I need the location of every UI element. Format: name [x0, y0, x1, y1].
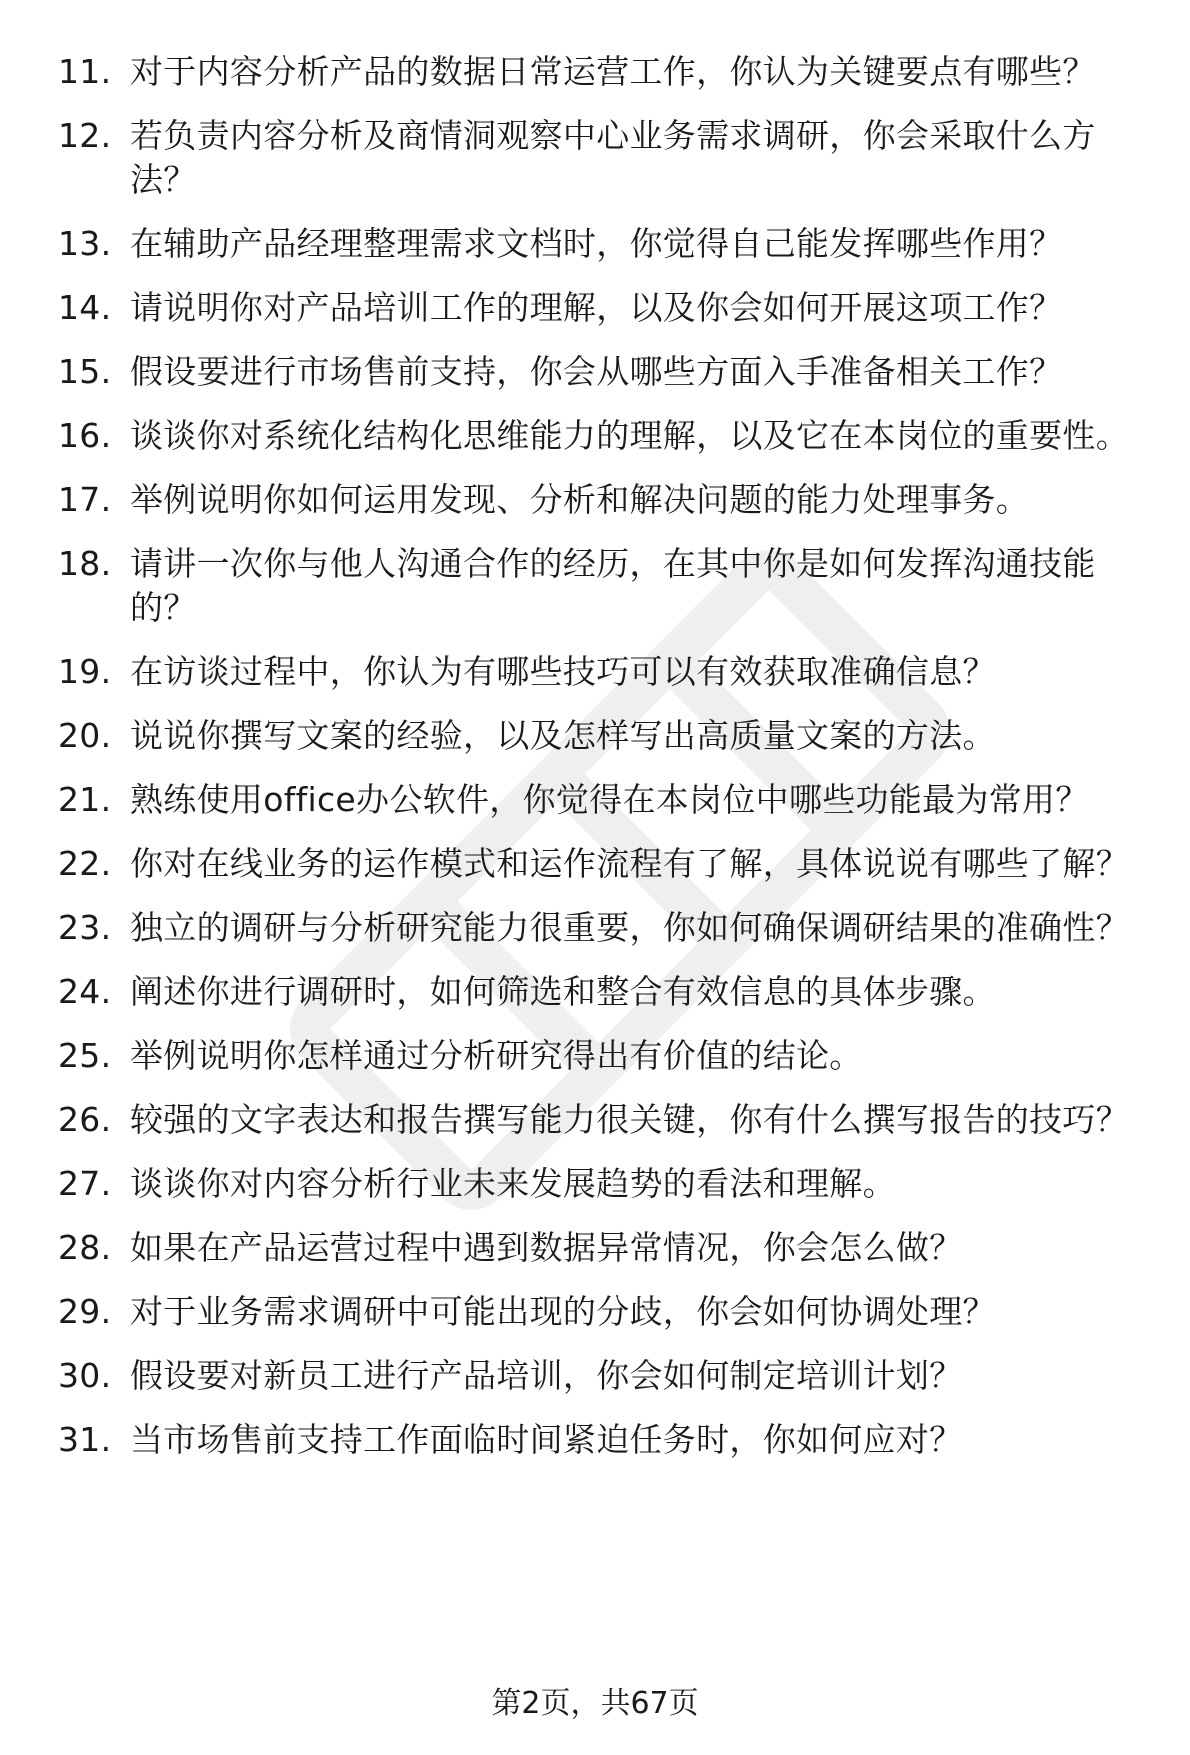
question-text: 阐述你进行调研时，如何筛选和整合有效信息的具体步骤。	[130, 972, 996, 1011]
list-item	[58, 650, 1148, 694]
question-text: 在访谈过程中，你认为有哪些技巧可以有效获取准确信息？	[130, 652, 996, 691]
question-number: 28.	[58, 1228, 112, 1267]
question-number: 22.	[58, 844, 112, 883]
question-number: 26.	[58, 1100, 112, 1139]
question-text: 如果在产品运营过程中遇到数据异常情况，你会怎么做？	[130, 1228, 963, 1267]
question-number: 27.	[58, 1164, 112, 1203]
list-item	[58, 478, 1148, 522]
question-number: 11.	[58, 52, 112, 91]
list-item	[58, 1290, 1148, 1334]
question-number: 12.	[58, 116, 112, 155]
question-number: 30.	[58, 1356, 112, 1395]
list-item	[58, 1418, 1148, 1462]
list-item	[58, 778, 1148, 822]
question-number: 16.	[58, 416, 112, 455]
question-text: 若负责内容分析及商情洞观察中心业务需求调研，你会采取什么方法？	[130, 116, 1096, 199]
list-item	[58, 1098, 1148, 1142]
question-text: 对于业务需求调研中可能出现的分歧，你会如何协调处理？	[130, 1292, 996, 1331]
list-item	[58, 50, 1148, 94]
question-text: 对于内容分析产品的数据日常运营工作，你认为关键要点有哪些？	[130, 52, 1096, 91]
question-number: 14.	[58, 288, 112, 327]
question-text: 说说你撰写文案的经验，以及怎样写出高质量文案的方法。	[130, 716, 996, 755]
question-text: 谈谈你对系统化结构化思维能力的理解，以及它在本岗位的重要性。	[130, 416, 1129, 455]
question-text: 请讲一次你与他人沟通合作的经历，在其中你是如何发挥沟通技能的？	[130, 544, 1096, 627]
question-number: 21.	[58, 780, 112, 819]
question-number: 19.	[58, 652, 112, 691]
question-text: 熟练使用office办公软件，你觉得在本岗位中哪些功能最为常用？	[130, 780, 1089, 819]
question-number: 24.	[58, 972, 112, 1011]
list-item	[58, 350, 1148, 394]
list-item	[58, 714, 1148, 758]
question-text: 举例说明你如何运用发现、分析和解决问题的能力处理事务。	[130, 480, 1030, 519]
page-number-label: 第2页，共67页	[491, 1686, 699, 1721]
list-item	[58, 414, 1148, 458]
question-number: 13.	[58, 224, 112, 263]
question-text: 独立的调研与分析研究能力很重要，你如何确保调研结果的准确性？	[130, 908, 1129, 947]
list-item	[58, 1226, 1148, 1270]
list-item	[58, 970, 1148, 1014]
list-item	[58, 1034, 1148, 1078]
question-text: 在辅助产品经理整理需求文档时，你觉得自己能发挥哪些作用？	[130, 224, 1063, 263]
list-item	[58, 842, 1148, 886]
question-list	[58, 50, 1148, 1482]
list-item	[58, 906, 1148, 950]
question-number: 17.	[58, 480, 112, 519]
question-number: 18.	[58, 544, 112, 583]
question-text: 你对在线业务的运作模式和运作流程有了解，具体说说有哪些了解？	[130, 844, 1129, 883]
list-item	[58, 1162, 1148, 1206]
question-number: 31.	[58, 1420, 112, 1459]
question-number: 23.	[58, 908, 112, 947]
question-text: 假设要对新员工进行产品培训，你会如何制定培训计划？	[130, 1356, 963, 1395]
list-item	[58, 542, 1148, 630]
question-text: 当市场售前支持工作面临时间紧迫任务时，你如何应对？	[130, 1420, 963, 1459]
question-number: 20.	[58, 716, 112, 755]
page-footer	[0, 1684, 1190, 1724]
list-item	[58, 222, 1148, 266]
question-text: 谈谈你对内容分析行业未来发展趋势的看法和理解。	[130, 1164, 896, 1203]
list-item	[58, 1354, 1148, 1398]
question-text: 假设要进行市场售前支持，你会从哪些方面入手准备相关工作？	[130, 352, 1063, 391]
question-number: 25.	[58, 1036, 112, 1075]
question-number: 29.	[58, 1292, 112, 1331]
question-text: 较强的文字表达和报告撰写能力很关键，你有什么撰写报告的技巧？	[130, 1100, 1129, 1139]
question-number: 15.	[58, 352, 112, 391]
question-text: 举例说明你怎样通过分析研究得出有价值的结论。	[130, 1036, 863, 1075]
question-text: 请说明你对产品培训工作的理解，以及你会如何开展这项工作？	[130, 288, 1063, 327]
list-item	[58, 286, 1148, 330]
list-item	[58, 114, 1148, 202]
